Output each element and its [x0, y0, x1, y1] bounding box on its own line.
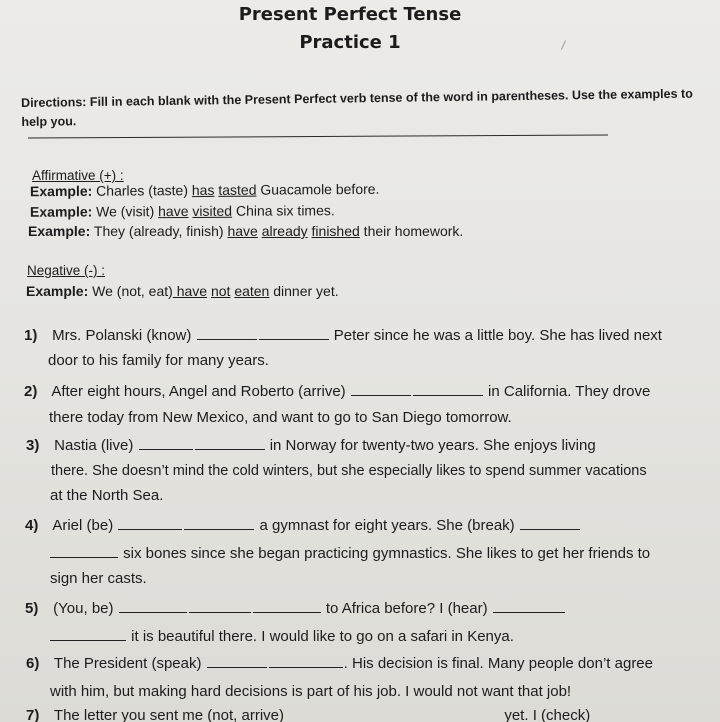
example-answer: not — [210, 283, 231, 299]
answer-blank[interactable] — [184, 515, 254, 530]
example-answer: already — [261, 223, 308, 239]
question-number: 4) — [25, 517, 39, 534]
question-number: 7) — [26, 707, 40, 722]
example-prompt: Charles (taste) — [96, 182, 192, 199]
question-4-line-3: sign her casts. — [50, 570, 147, 587]
example-label: Example: — [29, 182, 93, 200]
question-text: Peter since he was a little boy. She has lived next — [333, 327, 662, 344]
answer-blank[interactable] — [50, 543, 118, 558]
directions-text: Directions: Fill in each blank with the Present Perfect verb tense of the word in parentheses. Use the examples to help you. — [21, 86, 693, 129]
example-answer: has — [191, 181, 215, 199]
answer-blank[interactable] — [119, 598, 187, 613]
question-text: The President (speak) — [53, 655, 202, 672]
answer-blank[interactable] — [493, 598, 565, 613]
example-prompt: We (not, eat) — [92, 283, 173, 299]
affirmative-example-2 — [30, 202, 335, 220]
question-text: . His decision is final. Many people don’t agree — [343, 655, 653, 672]
question-5-line-1 — [25, 598, 566, 617]
question-4-line-2 — [49, 543, 650, 562]
question-4-line-1 — [25, 515, 581, 534]
question-number: 6) — [26, 655, 40, 672]
answer-blank[interactable] — [269, 653, 343, 668]
question-text: in Norway for twenty-two years. She enjoys living — [269, 437, 596, 454]
question-text: (You, be) — [53, 600, 114, 617]
affirmative-example-1 — [30, 181, 380, 199]
question-number: 3) — [26, 437, 40, 454]
question-text: After eight hours, Angel and Roberto (arrive) — [51, 383, 346, 400]
question-3-line-3: at the North Sea. — [50, 487, 164, 504]
example-rest: their homework. — [359, 223, 464, 239]
example-answer: eaten — [234, 283, 270, 299]
example-label: Example: — [28, 223, 91, 239]
question-3-line-1 — [26, 435, 596, 454]
question-5-line-2 — [49, 626, 514, 645]
negative-example — [26, 283, 339, 299]
answer-blank[interactable] — [259, 325, 329, 340]
affirmative-example-3 — [28, 223, 463, 239]
answer-blank[interactable] — [139, 435, 193, 450]
question-2-line-1 — [24, 381, 650, 400]
answer-blank[interactable] — [207, 653, 267, 668]
question-7-line-1 — [26, 706, 590, 722]
example-prompt: We (visit) — [96, 203, 159, 220]
answer-blank[interactable] — [253, 598, 321, 613]
question-text: The letter you sent me (not, arrive) — [53, 707, 284, 722]
answer-blank[interactable] — [195, 435, 265, 450]
example-answer: have — [227, 223, 258, 239]
question-number: 5) — [25, 600, 39, 617]
answer-blank[interactable] — [118, 515, 182, 530]
example-answer: have — [158, 202, 189, 220]
example-label: Example: — [29, 203, 93, 220]
answer-blank[interactable] — [413, 381, 483, 396]
example-rest: China six times. — [232, 202, 335, 219]
example-rest: dinner yet. — [269, 283, 339, 299]
answer-blank[interactable] — [289, 706, 499, 720]
question-6-line-2: with him, but making hard decisions is part of his job. I would not want that job! — [50, 683, 572, 700]
example-prompt: They (already, finish) — [93, 223, 228, 239]
answer-blank[interactable] — [197, 325, 257, 340]
answer-blank[interactable] — [50, 626, 126, 641]
question-text: to Africa before? I (hear) — [325, 600, 488, 617]
question-number: 2) — [24, 383, 38, 400]
question-6-line-1 — [26, 653, 653, 672]
question-text: a gymnast for eight years. She (break) — [259, 517, 515, 534]
question-2-line-2: there today from New Mexico, and want to go to San Diego tomorrow. — [49, 409, 512, 426]
answer-blank[interactable] — [520, 515, 580, 530]
example-answer: tasted — [218, 181, 257, 198]
answer-blank[interactable] — [351, 381, 411, 396]
question-text: Ariel (be) — [52, 517, 114, 534]
answer-blank[interactable] — [189, 598, 251, 613]
example-label: Example: — [26, 283, 89, 299]
question-text: Mrs. Polanski (know) — [52, 327, 192, 344]
question-text: yet. I (check) — [504, 707, 591, 722]
question-1-line-2: door to his family for many years. — [48, 352, 269, 369]
question-1-line-1 — [24, 325, 662, 344]
directions-divider — [28, 134, 608, 138]
question-text: in California. They drove — [488, 383, 651, 400]
example-rest: Guacamole before. — [256, 180, 380, 198]
example-answer: visited — [192, 202, 233, 219]
question-text: Nastia (live) — [54, 437, 134, 454]
example-answer: have — [172, 283, 208, 299]
example-answer: finished — [311, 223, 360, 239]
question-number: 1) — [24, 327, 38, 344]
affirmative-heading: Affirmative (+) : — [32, 168, 124, 183]
question-text: six bones since she began practicing gymnastics. She likes to get her friends to — [123, 545, 651, 562]
worksheet-title: Present Perfect Tense — [238, 4, 462, 25]
question-text: it is beautiful there. I would like to go on a safari in Kenya. — [131, 628, 514, 645]
worksheet-subtitle: Practice 1 — [299, 32, 401, 53]
question-3-line-2: there. She doesn’t mind the cold winters, but she especially likes to spend summer vacations — [51, 463, 647, 479]
negative-heading: Negative (-) : — [27, 263, 106, 278]
